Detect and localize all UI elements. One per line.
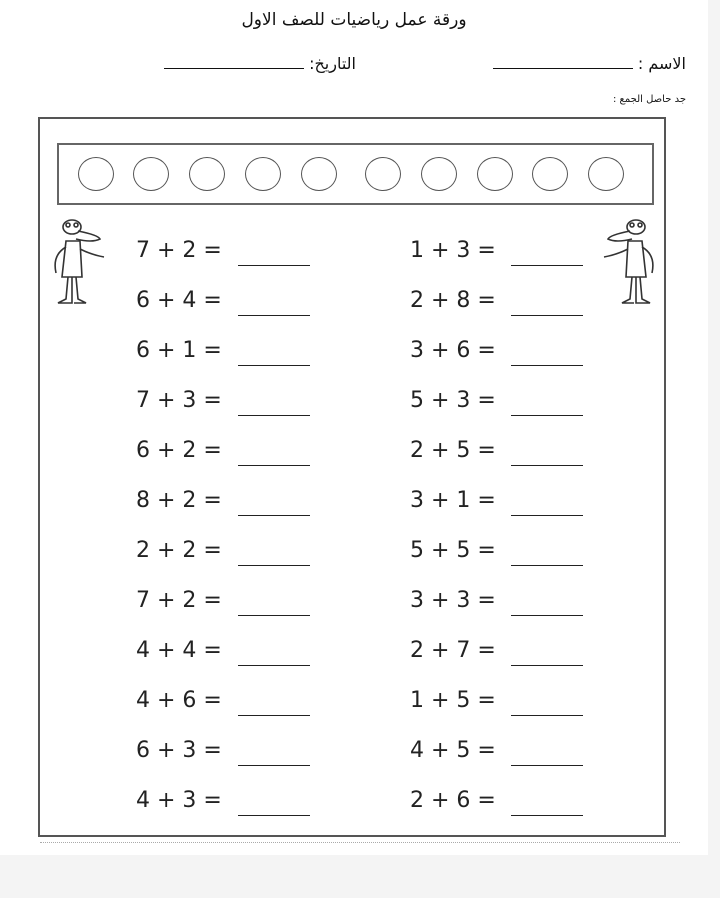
answer-blank[interactable]: [238, 315, 310, 316]
answer-circle[interactable]: [301, 157, 337, 191]
answer-circle[interactable]: [365, 157, 401, 191]
date-line[interactable]: [164, 54, 304, 69]
answer-blank[interactable]: [511, 515, 583, 516]
addition-problem: 8 + 2 =: [136, 488, 222, 513]
answer-circle[interactable]: [477, 157, 513, 191]
addition-problem: 2 + 6 =: [410, 788, 496, 813]
mascot-left-icon: [48, 215, 108, 309]
answer-circle[interactable]: [421, 157, 457, 191]
answer-blank[interactable]: [511, 715, 583, 716]
answer-blank[interactable]: [511, 615, 583, 616]
answer-blank[interactable]: [511, 415, 583, 416]
answer-circle[interactable]: [588, 157, 624, 191]
answer-blank[interactable]: [238, 815, 310, 816]
answer-blank[interactable]: [511, 565, 583, 566]
addition-problem: 2 + 5 =: [410, 438, 496, 463]
addition-problem: 3 + 1 =: [410, 488, 496, 513]
addition-problem: 4 + 4 =: [136, 638, 222, 663]
answer-blank[interactable]: [238, 415, 310, 416]
answer-circle[interactable]: [532, 157, 568, 191]
date-row: [164, 54, 356, 73]
addition-problem: 5 + 3 =: [410, 388, 496, 413]
answer-blank[interactable]: [511, 665, 583, 666]
answer-blank[interactable]: [238, 465, 310, 466]
addition-problem: 2 + 2 =: [136, 538, 222, 563]
answer-blank[interactable]: [238, 565, 310, 566]
page-bottom-dots: [40, 842, 680, 851]
answer-blank[interactable]: [238, 515, 310, 516]
answer-blank[interactable]: [238, 365, 310, 366]
answer-circle[interactable]: [245, 157, 281, 191]
name-row: [493, 54, 686, 73]
addition-problem: 6 + 4 =: [136, 288, 222, 313]
addition-problem: 3 + 6 =: [410, 338, 496, 363]
addition-problem: 3 + 3 =: [410, 588, 496, 613]
answer-blank[interactable]: [238, 715, 310, 716]
answer-blank[interactable]: [511, 315, 583, 316]
answer-blank[interactable]: [238, 765, 310, 766]
answer-blank[interactable]: [511, 765, 583, 766]
addition-problem: 1 + 3 =: [410, 238, 496, 263]
instruction-text: جد حاصل الجمع :: [612, 94, 686, 105]
answer-blank[interactable]: [511, 465, 583, 466]
answer-blank[interactable]: [238, 615, 310, 616]
addition-problem: 1 + 5 =: [410, 688, 496, 713]
name-line[interactable]: [493, 54, 633, 69]
answer-blank[interactable]: [511, 815, 583, 816]
addition-problem: 6 + 3 =: [136, 738, 222, 763]
addition-problem: 2 + 7 =: [410, 638, 496, 663]
addition-problem: 4 + 6 =: [136, 688, 222, 713]
answer-blank[interactable]: [511, 365, 583, 366]
addition-problem: 7 + 2 =: [136, 588, 222, 613]
exercise-frame: [38, 117, 666, 837]
answer-blank[interactable]: [511, 265, 583, 266]
answer-blank[interactable]: [238, 665, 310, 666]
worksheet-title: ورقة عمل رياضيات للصف الاول: [241, 10, 467, 30]
answer-circle[interactable]: [189, 157, 225, 191]
addition-problem: 2 + 8 =: [410, 288, 496, 313]
addition-problem: 7 + 2 =: [136, 238, 222, 263]
answer-circle[interactable]: [78, 157, 114, 191]
addition-problem: 5 + 5 =: [410, 538, 496, 563]
addition-problem: 4 + 5 =: [410, 738, 496, 763]
addition-problem: 6 + 1 =: [136, 338, 222, 363]
addition-problem: 7 + 3 =: [136, 388, 222, 413]
answer-circle[interactable]: [133, 157, 169, 191]
name-label: الاسم :: [637, 54, 686, 73]
date-label: التاريخ:: [309, 54, 356, 73]
addition-problem: 4 + 3 =: [136, 788, 222, 813]
addition-problem: 6 + 2 =: [136, 438, 222, 463]
mascot-right-icon: [600, 215, 660, 309]
answer-blank[interactable]: [238, 265, 310, 266]
